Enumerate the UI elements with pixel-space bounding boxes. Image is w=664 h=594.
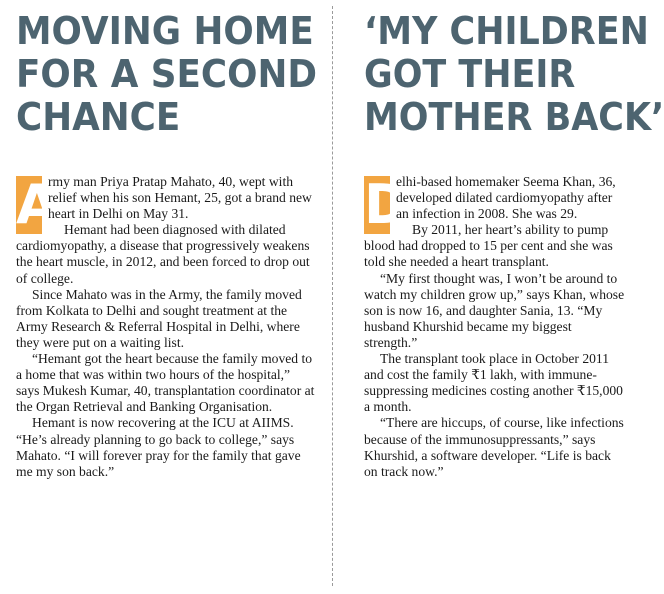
right-paragraph bbox=[364, 173, 626, 236]
column-divider bbox=[332, 6, 333, 586]
right-headline-line: MOTHER BACK’ bbox=[364, 95, 664, 139]
right-story bbox=[364, 0, 664, 479]
left-paragraph: Hemant is now recovering at the ICU at AIIMS. “He’s already planning to go back to college,” says Mahato. “I will forever pray for the family that gave me my son back.” bbox=[16, 415, 301, 479]
left-article-body bbox=[16, 174, 316, 480]
left-headline-line: FOR A SECOND bbox=[16, 52, 318, 96]
left-story bbox=[16, 0, 318, 479]
right-headline-line: ‘MY CHILDREN bbox=[364, 9, 649, 53]
right-paragraph: “My first thought was, I won’t be around to watch my children grow up,” says Khan, whose son is now 16, and daughter Sania, 13. “My husband Khurshid became my biggest strength.” bbox=[364, 270, 625, 350]
right-paragraph: By 2011, her heart’s ability to pump blood had dropped to 15 per cent and she was told she needed a heart transplant. bbox=[364, 222, 613, 270]
right-dropcap: D bbox=[364, 173, 409, 236]
right-headline bbox=[364, 0, 664, 139]
left-headline-line: CHANCE bbox=[16, 95, 181, 139]
right-paragraph-text: elhi-based homemaker Seema Khan, 36, developed dilated cardiomyopathy after an infection in 2008. She was 29. bbox=[396, 174, 616, 222]
right-paragraph: “There are hiccups, of course, like infections because of the immunosuppressants,” says Khurshid, a software developer. “Life is back on track now.” bbox=[364, 415, 624, 479]
left-paragraph: Hemant had been diagnosed with dilated cardiomyopathy, a disease that progressively weakens the heart muscle, in 2012, and been forced to drop out of college. bbox=[16, 222, 310, 286]
left-headline bbox=[16, 0, 318, 139]
left-paragraph-text: rmy man Priya Pratap Mahato, 40, wept with relief when his son Hemant, 25, got a brand new heart in Delhi on May 31. bbox=[48, 174, 312, 222]
left-paragraph: Since Mahato was in the Army, the family moved from Kolkata to Delhi and sought treatment at the Army Research & Referral Hospital in Delhi, where they were put on a waiting list. bbox=[16, 286, 302, 350]
left-paragraph bbox=[16, 173, 316, 236]
left-dropcap: A bbox=[16, 173, 58, 236]
right-paragraph: The transplant took place in October 2011 and cost the family ₹1 lakh, with immune-suppressing medicines costing another ₹15,000 a month. bbox=[364, 351, 623, 415]
right-headline-line: GOT THEIR bbox=[364, 52, 576, 96]
left-paragraph: “Hemant got the heart because the family moved to a home that was within two hours of the hospital,” says Mukesh Kumar, 40, transplantation coordinator at the Organ Retrieval and Banking Organisation. bbox=[16, 351, 315, 415]
right-article-body bbox=[364, 174, 626, 480]
left-headline-line: MOVING HOME bbox=[16, 9, 314, 53]
